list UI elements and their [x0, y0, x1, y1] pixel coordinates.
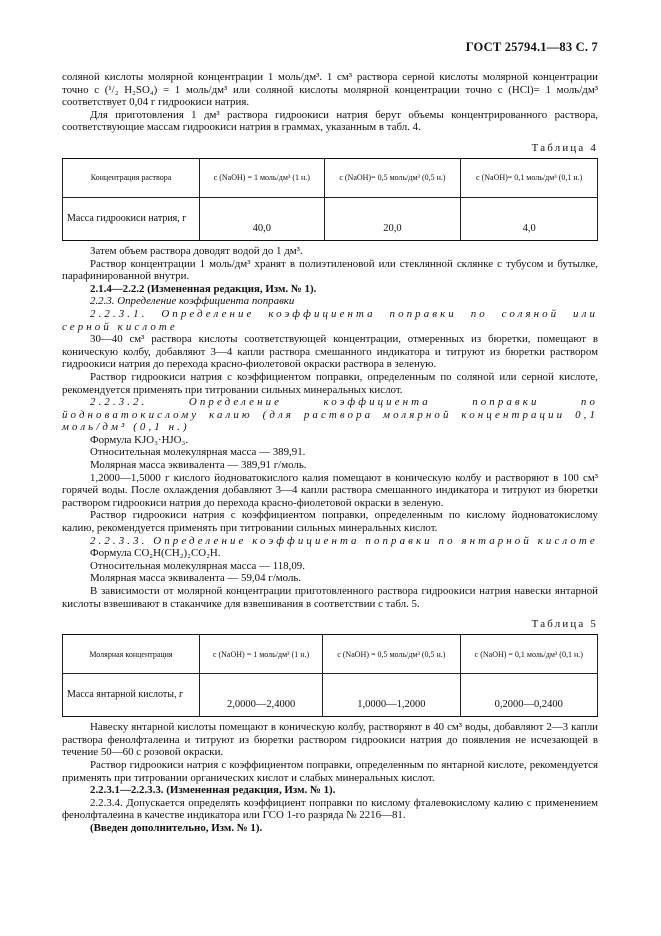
table-header-cell: Концентрация раствора [63, 158, 200, 197]
table-cell: 40,0 [200, 197, 325, 240]
table-row-label: Масса гидроокиси натрия, г [63, 197, 200, 240]
paragraph: Для приготовления 1 дм³ раствора гидроокиси натрия берут объемы концентрированного раствора, соответствующие массам гидроокиси натрия в граммах, указанным в табл. 4. [62, 108, 598, 134]
section-heading: 2.2.3. Определение коэффициента поправки [90, 295, 295, 308]
amendment-note: 2.2.3.1—2.2.3.3. (Измененная редакция, Изм. № 1). [90, 784, 336, 797]
table-cell: 0,2000—0,2400 [460, 674, 597, 717]
table-5 [62, 634, 598, 717]
subsection-heading: 2.2.3.1. Определение коэффициента поправки по соляной или серной кислоте [62, 307, 598, 333]
table-header-cell: c (NaOH) = 0,1 моль/дм³ (0,1 н.) [460, 635, 597, 674]
paragraph: 1,2000—1,5000 г кислого йодноватокислого калия помещают в коническую колбу и растворяют в 100 см³ горячей воды. После охлаждения добавляют 3—4 капли раствора смешанного индикатора и титруют из бюретки раствором гидроокиси натрия до перехода красно-фиолетовой окраски в зеленую. [62, 471, 598, 509]
paragraph: 30—40 см³ раствора кислоты соответствующей концентрации, отмеренных из бюретки, помещают в коническую колбу, добавляют 3—4 капли раствора смешанного индикатора и титруют из бюретки раствором гидроокиси натрия до перехода красно-фиолетовой окраски раствора в зеленую. [62, 333, 598, 371]
table-header-cell: c (NaOH)= 0,5 моль/дм³ (0,5 н.) [324, 158, 461, 197]
table-header-cell: c (NaOH) = 0,5 моль/дм³ (0,5 н.) [323, 635, 460, 674]
paragraph: В зависимости от молярной концентрации приготовленного раствора гидроокиси натрия навески янтарной кислоты взвешивают в стаканчике для взвешивания в соответствии с табл. 5. [62, 585, 598, 610]
paragraph: 2.2.3.4. Допускается определять коэффициент поправки по кислому фталевокислому калию с применением фенолфталеина в качестве индикатора или ГСО 1-го разряда № 2216—81. [62, 796, 598, 822]
subsection-heading: 2.2.3.3. Определение коэффициента поправки по янтарной кислоте [90, 534, 598, 547]
table-header-cell: Молярная концентрация [63, 635, 200, 674]
page-header: ГОСТ 25794.1—83 С. 7 [465, 40, 598, 54]
paragraph: соляной кислоты молярной концентрации 1 моль/дм³. 1 см³ раствора серной кислоты молярной концентрации точно c (¹/₂ H₂SO₄) = 1 моль/дм³ или соляной кислоты молярной концентрации точно c (HCl)= 1 моль/дм³ соответствует 0,04 г гидроокиси натрия. [62, 71, 598, 109]
paragraph: Молярная масса эквивалента — 59,04 г/моль. [90, 572, 302, 585]
formula: Формула KJO₃·HJO₃. [90, 433, 189, 446]
table-cell: 2,0000—2,4000 [200, 674, 323, 717]
paragraph: Раствор гидроокиси натрия с коэффициентом поправки, определенным по кислому йодноватокислому калию, рекомендуется применять при титровании сильных минеральных кислот. [62, 509, 598, 535]
formula: Формула CO₂H(CH₂)₂CO₂H. [90, 547, 221, 560]
table-5-caption: Таблица 5 [531, 618, 598, 631]
subsection-heading: 2.2.3.2. Определение коэффициента поправки по йодноватокислому калию (для раствора молярной концентрации 0,1 моль/дм³ (0,1 н.) [62, 396, 598, 434]
paragraph: Относительная молекулярная масса — 389,91. [90, 446, 306, 459]
table-cell: 20,0 [324, 197, 461, 240]
amendment-note: 2.1.4—2.2.2 (Измененная редакция, Изм. № 1). [90, 282, 317, 295]
table-header-cell: c (NaOH) = 1 моль/дм³ (1 н.) [200, 158, 325, 197]
table-header-cell: c (NaOH) = 1 моль/дм³ (1 н.) [200, 635, 323, 674]
amendment-note: (Введен дополнительно, Изм. № 1). [90, 821, 263, 834]
table-4 [62, 158, 598, 241]
paragraph: Молярная масса эквивалента — 389,91 г/моль. [90, 459, 307, 472]
table-header-cell: c (NaOH)= 0,1 моль/дм³ (0,1 н.) [461, 158, 598, 197]
paragraph: Относительная молекулярная масса — 118,09. [90, 559, 305, 572]
paragraph: Затем объем раствора доводят водой до 1 дм³. [90, 244, 303, 257]
paragraph: Раствор концентрации 1 моль/дм³ хранят в полиэтиленовой или стеклянной склянке с тубусом и бутылке, парафинированной внутри. [62, 257, 598, 283]
paragraph: Навеску янтарной кислоты помещают в коническую колбу, растворяют в 40 см³ воды, добавляют 2—3 капли раствора фенолфталеина и титруют из бюретки раствором гидроокиси натрия до появления не исчезающей в течение 50—60 с розовой окраски. [62, 721, 598, 759]
paragraph: Раствор гидроокиси натрия с коэффициентом поправки, определенным по янтарной кислоте, рекомендуется применять при титровании органических кислот и слабых минеральных кислот. [62, 758, 598, 784]
document-page [62, 40, 598, 835]
table-cell: 4,0 [461, 197, 598, 240]
paragraph: Раствор гидроокиси натрия с коэффициентом поправки, определенным по соляной или серной кислоте, рекомендуется применять при титровании сильных минеральных кислот. [62, 370, 598, 396]
table-cell: 1,0000—1,2000 [323, 674, 460, 717]
table-4-caption: Таблица 4 [531, 141, 598, 154]
table-row-label: Масса янтарной кислоты, г [63, 674, 200, 717]
